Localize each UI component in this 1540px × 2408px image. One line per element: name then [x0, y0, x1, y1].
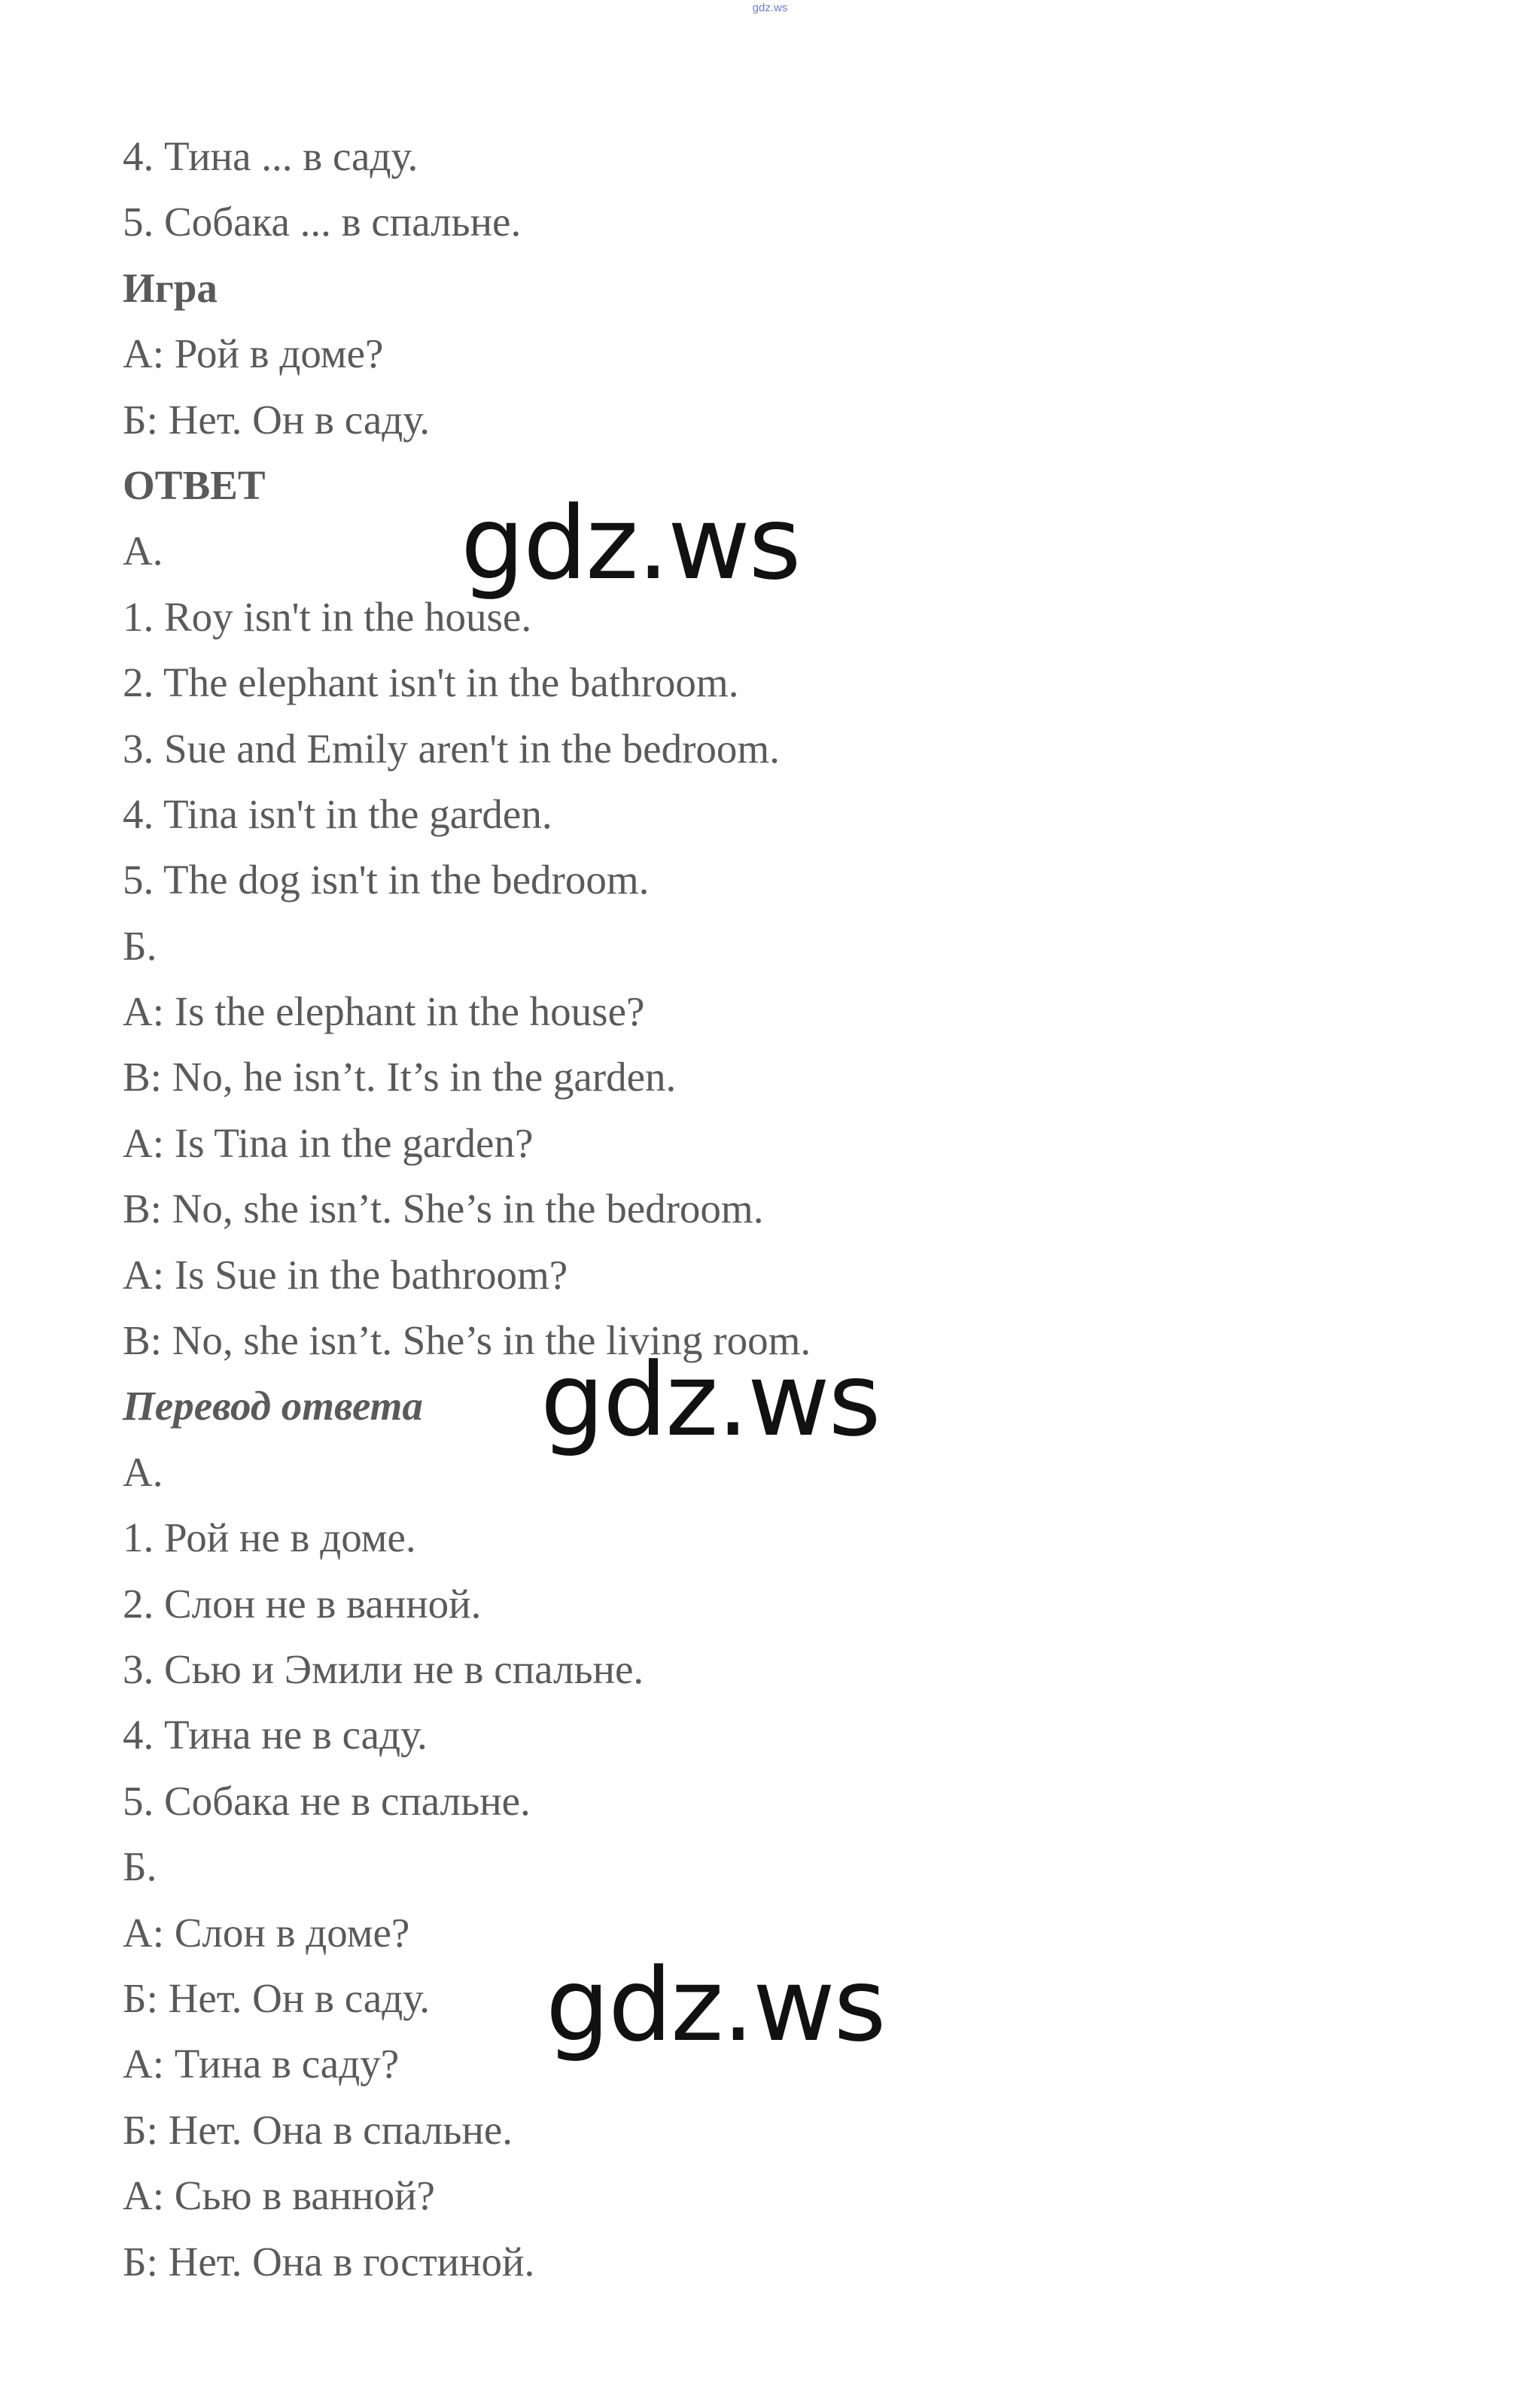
section-heading-translation: Перевод ответа: [123, 1383, 423, 1429]
text-line: А.: [123, 1448, 163, 1495]
text-line: Б: Нет. Она в гостиной.: [123, 2238, 535, 2285]
watermark-logo: gdz.ws: [461, 485, 800, 602]
text-line: Б.: [123, 922, 157, 969]
text-line: A: Is the elephant in the house?: [123, 988, 645, 1035]
text-line: 3. Сью и Эмили не в спальне.: [123, 1645, 644, 1692]
text-line: A: Is Tina in the garden?: [123, 1119, 534, 1166]
text-line: А.: [123, 528, 163, 574]
top-watermark: gdz.ws: [752, 2, 788, 14]
text-line: 4. Тина ... в саду.: [123, 133, 418, 179]
text-line: B: No, he isn’t. It’s in the garden.: [123, 1054, 677, 1100]
text-line: А: Сью в ванной?: [123, 2172, 435, 2219]
text-line: 3. Sue and Emily aren't in the bedroom.: [123, 725, 780, 772]
section-heading-answer: ОТВЕТ: [123, 461, 266, 508]
text-line: А: Слон в доме?: [123, 1909, 410, 1956]
text-line: 5. Собака не в спальне.: [123, 1777, 531, 1824]
text-line: 5. Собака ... в спальне.: [123, 199, 522, 245]
text-line: А: Тина в саду?: [123, 2041, 400, 2087]
watermark-logo: gdz.ws: [540, 1341, 880, 1459]
text-line: 1. Рой не в доме.: [123, 1515, 416, 1561]
section-heading-game: Игра: [123, 264, 218, 311]
text-line: A: Is Sue in the bathroom?: [123, 1251, 568, 1298]
text-line: 5. The dog isn't in the bedroom.: [123, 857, 650, 903]
text-line: 2. The elephant isn't in the bathroom.: [123, 659, 739, 706]
watermark-logo: gdz.ws: [546, 1947, 885, 2064]
text-line: B: No, she isn’t. She’s in the living room.: [123, 1317, 811, 1364]
text-line: Б.: [123, 1843, 157, 1890]
text-line: 2. Слон не в ванной.: [123, 1580, 482, 1627]
text-line: 1. Roy isn't in the house.: [123, 593, 532, 640]
text-line: А: Рой в доме?: [123, 330, 384, 377]
text-line: 4. Tina isn't in the garden.: [123, 790, 552, 837]
text-line: 4. Тина не в саду.: [123, 1712, 428, 1758]
text-line: Б: Нет. Она в спальне.: [123, 2106, 513, 2153]
text-line: B: No, she isn’t. She’s in the bedroom.: [123, 1186, 764, 1232]
text-line: Б: Нет. Он в саду.: [123, 1974, 430, 2021]
text-line: Б: Нет. Он в саду.: [123, 396, 430, 443]
